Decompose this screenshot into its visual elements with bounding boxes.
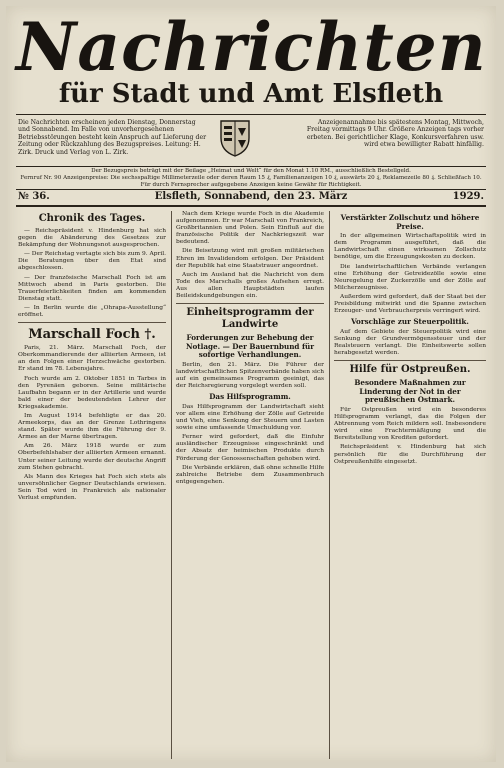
paragraph: Paris, 21. März. Marschall Foch, der Oberkommandierende der alliierten Armeen, ist an den Folgen einer Herzschwäche gestorben. Er stand im 78. Lebensjahre. [18,345,166,373]
issue-year: 1929. [452,191,484,202]
east-prussia-subheading: Besondere Maßnahmen zur Linderung der Not in der preußischen Ostmark. [354,378,466,405]
paragraph: — Reichspräsident v. Hindenburg hat sich gegen die Abänderung des Gesetzes zur Bekämpfung der Wohnungsnot ausgesprochen. [18,228,166,249]
paragraph: Nach dem Kriege wurde Foch in die Akademie aufgenommen. Er war Marschall von Frankreich, Großbritannien und Polen. Sein Einfluß auf die französische Politik der Nachkriegszeit war bedeutend. [176,211,324,246]
masthead-rule [16,114,486,115]
paragraph: In der allgemeinen Wirtschaftspolitik wird in dem Programm ausgeführt, daß die Landwirtschaft einen wirksamen Zollschutz benötige, um die Erzeugungskosten zu decken. [334,233,486,261]
farmers-program-subheading: Forderungen zur Behebung der Notlage. — Der Bauernbund für sofortige Verhandlungen. [185,333,315,360]
ad-note-line: Für durch Fernsprecher aufgegebene Anzeigen keine Gewähr für Richtigkeit. [140,182,362,188]
paragraph: — Der Reichstag vertagte sich bis zum 9. April. Die Beratungen über den Etat sind abgeschlossen. [18,251,166,272]
paragraph: Die Beisetzung wird mit großen militärischen Ehren im Invalidendom erfolgen. Der Präsident der Republik hat eine Staatstrauer angeordnet. [176,248,324,269]
paragraph: Am 26. März 1918 wurde er zum Oberbefehlshaber der alliierten Armeen ernannt. Unter seiner Leitung wurde der deutsche Angriff zum Stehen gebracht. [18,443,166,471]
info-rule [16,166,486,167]
paragraph: Reichspräsident v. Hindenburg hat sich persönlich für die Durchführung der Ostpreußenhilfe eingesetzt. [334,444,486,465]
column-2 [176,211,324,759]
dateline-top-rule [16,189,486,190]
column-separator [171,211,172,759]
paragraph: Das Hilfsprogramm der Landwirtschaft sieht vor allem eine Erhöhung der Zölle auf Getreide und Vieh, eine Senkung der Steuern und Lasten sowie eine umfassende Umschuldung vor. [176,403,324,432]
masthead-subtitle: für Stadt und Amt Elsfleth [58,79,444,109]
divider [176,303,324,304]
paragraph: Außerdem wird gefordert, daß der Staat bei der Preisbildung mitwirkt und die Spanne zwischen Erzeuger- und Verbraucherpreis verringert wird. [334,293,486,315]
farmers-program-heading: Einheitsprogramm der Landwirte [186,307,314,331]
price-line: Der Bezugspreis beträgt mit der Beilage „Heimat und Welt“ für den Monat 1.10 RM., ausschließlich Bestellgeld. [91,168,411,174]
paragraph: — In Berlin wurde die „Ohrapa-Ausstellung“ eröffnet. [18,304,166,319]
tax-policy-heading: Vorschläge zur Steuerpolitik. [351,317,469,327]
paragraph: Die landwirtschaftlichen Verbände verlangen eine Erhöhung der Getreidezölle sowie eine Neuregelung der Zuckerzölle und der Zölle auf Milcherzeugnisse. [334,263,486,291]
place-date: Elsfleth, Sonnabend, den 23. März [154,191,348,202]
dateline [18,191,484,203]
paragraph: Die Verbände erklären, daß ohne schnelle Hilfe zahlreiche Betriebe dem Zusammenbruch entgegengehen. [176,464,324,485]
divider [334,360,486,361]
divider [18,322,166,323]
publication-info: Die Nachrichten erscheinen jeden Dienstag, Donnerstag und Sonnabend. Im Falle von unvorhergesehenen Betriebsstörungen besteht kein Anspruch auf Lieferung der Zeitung oder Rückzahlung des Bezugspreises. Leitung: H. Zirk. Druck und Verlag von L. Zirk. [18,119,207,156]
paragraph: Für Ostpreußen wird ein besonderes Hilfsprogramm verlangt, das die Folgen der Abtrennung vom Reich mildern soll. Insbesondere wird eine Frachtermäßigung und die Bereitstellung von Krediten gefordert. [334,406,486,442]
paragraph: Auch im Ausland hat die Nachricht von dem Tode des Marschalls großes Aufsehen erregt. Aus allen Hauptstädten laufen Beileidskundgebungen ein. [176,271,324,300]
east-prussia-heading: Hilfe für Ostpreußen. [349,364,471,376]
paragraph: — Der französische Marschall Foch ist am Mittwoch abend in Paris gestorben. Die Trauerfeierlichkeiten finden am kommenden Dienstag statt. [18,274,166,302]
advertising-info: Anzeigenannahme bis spätestens Montag, Mittwoch, Freitag vormittags 9 Uhr. Größere Anzeigen tags vorher erbeten. Bei gerichtlicher Klage, Konkursverfahren usw. wird etwa bewilligter Rabatt hinfällig. [306,119,484,149]
newspaper-page [6,6,496,762]
coat-of-arms-icon [218,118,252,158]
issue-number: № 36. [18,191,50,202]
foch-heading: Marschall Foch †. [28,327,156,343]
masthead-title: Nachrichten [16,8,487,86]
column-separator [329,211,330,759]
paragraph: Berlin, den 21. März. Die Führer der landwirtschaftlichen Spitzenverbände haben sich auf ein gemeinsames Programm geeinigt, das der Reichsregierung vorgelegt werden soll. [176,361,324,390]
paragraph: Im August 1914 befehligte er das 20. Armeekorps, das an der Grenze Lothringens stand. Später wurde ihm die Führung der 9. Armee an der Marne übertragen. [18,412,166,441]
column-3 [334,211,486,759]
dateline-bottom-rule [16,205,486,207]
chronicle-heading: Chronik des Tages. [38,213,146,224]
aid-program-heading: Das Hilfsprogramm. [209,392,291,402]
paragraph: Als Mann des Krieges hat Foch sich stets als unversöhnlicher Gegner Deutschlands erwiesen. Sein Tod wird in Frankreich als nationaler Verlust empfunden. [18,473,166,501]
tariff-heading: Verstärkter Zollschutz und höhere Preise. [340,213,480,231]
column-1 [18,211,166,759]
ad-price-line: Fernruf Nr. 90 Anzeigenpreise: Die sechsspaltige Millimeterzeile oder deren Raum 15 ₰, Familienanzeigen 10 ₰, auswärts 20 ₰, Reklamezeile 80 ₰. Schließfach 10. [20,175,482,181]
paragraph: Ferner wird gefordert, daß die Einfuhr ausländischer Erzeugnisse eingeschränkt und der Absatz der heimischen Produkte durch Förderung der Genossenschaften gehoben wird. [176,434,324,462]
paragraph: Auf dem Gebiete der Steuerpolitik wird eine Senkung der Grundvermögenssteuer und der Realsteuern verlangt. Die Einheitswerte sollen herabgesetzt werden. [334,328,486,357]
paragraph: Foch wurde am 2. Oktober 1851 in Tarbes in den Pyrenäen geboren. Seine militärische Laufbahn begann er in der Artillerie und wurde bald einer der bedeutendsten Lehrer der Kriegsakademie. [18,375,166,410]
